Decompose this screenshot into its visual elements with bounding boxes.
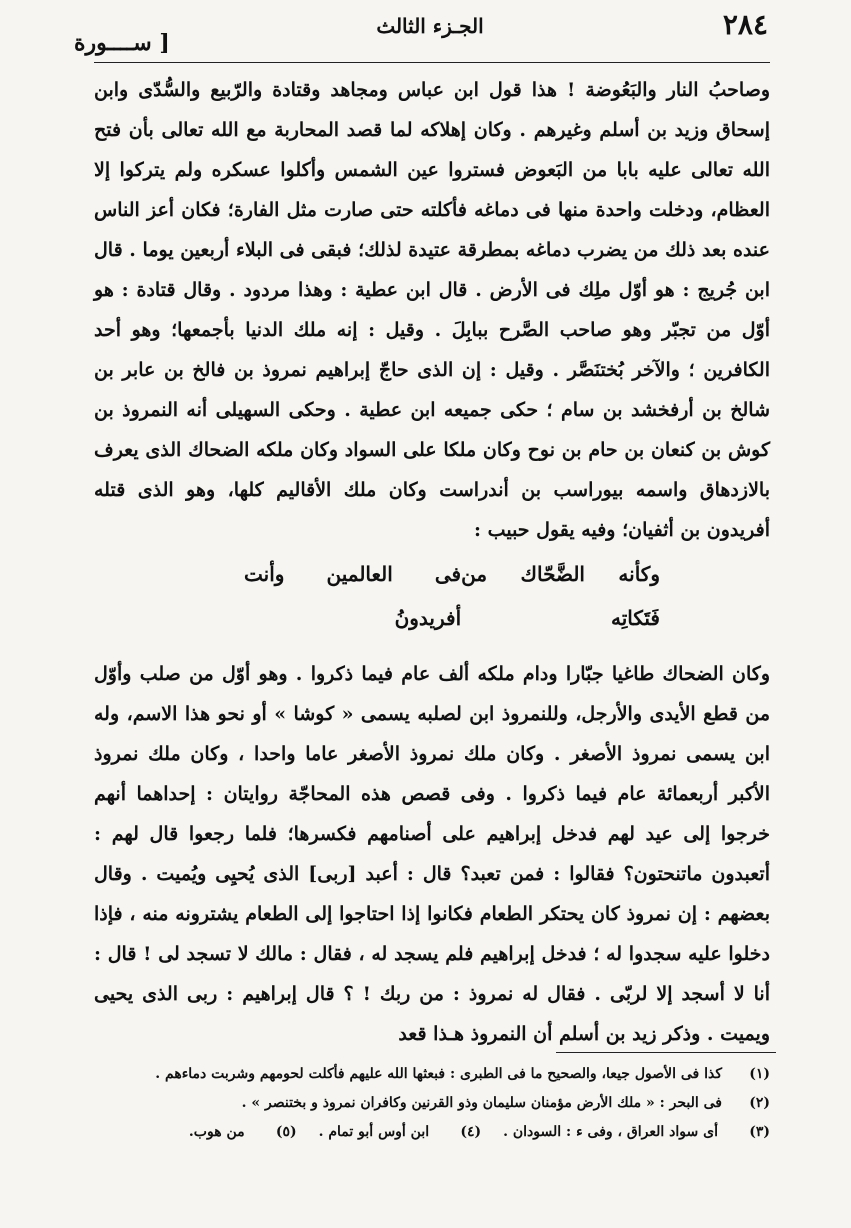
footnote-number: (٥) xyxy=(275,1124,297,1140)
footnotes xyxy=(110,1060,770,1147)
footnote-text: أى سواد العراق ، وفى ء : السودان . xyxy=(503,1124,718,1140)
surah-label: [ ســــورة xyxy=(74,30,170,56)
footnote-text: فى البحر : « ملك الأرض مؤمنان سليمان وذو القرنين وكافران نمروذ و بختنصر » . xyxy=(241,1095,722,1111)
verse-first-hemistich: وكأنه الضَّحّاك من فَتَكاتِه xyxy=(461,562,660,630)
header-rule xyxy=(94,62,770,63)
footnote-rule xyxy=(556,1052,776,1053)
verse-second-hemistich: فى العالمين وأنت أفريدونُ xyxy=(244,562,462,630)
footnote-3 xyxy=(110,1118,770,1147)
footnote-text: ابن أوس أبو تمام . xyxy=(318,1124,430,1140)
footnote-number: (١) xyxy=(749,1066,770,1082)
poetry-verse xyxy=(94,552,770,640)
footnote-1 xyxy=(110,1060,770,1089)
footnote-2 xyxy=(110,1089,770,1118)
running-title: الجـزء الثالث xyxy=(376,14,484,38)
paragraph-1: وصاحبُ النار والبَعُوضة ! هذا قول ابن عباس ومجاهد وقتادة والرّبيع والسُّدّى وابن إسحاق وزيد بن أسلم وغيرهم . وكان إهلاكه لما قصد المحاربة مع الله تعالى بأن فتح الله تعالى عليه بابا من البَعوض فستروا عين الشمس وأكلوا عسكره ولم يتركوا إلا العظام، ودخلت واحدة منها فى دماغه فأكلته حتى صارت مثل الفارة؛ فكان أعز الناس عنده بعد ذلك من يضرب دماغه بمطرقة عتيدة لذلك؛ فبقى فى البلاء أربعين يوما . قال ابن جُريج : هو أوّل ملِك فى الأرض . قال ابن عطية : وهذا مردود . وقال قتادة : هو أوّل من تجبّر وهو صاحب الصَّرح ببابِلَ . وقيل : إنه ملك الدنيا بأجمعها؛ وهو أحد الكافرين ؛ والآخر بُختنَصَّر . وقيل : إن الذى حاجّ إبراهيم نمروذ بن فالخ بن عابر بن شالخ بن أرفخشد بن سام ؛ حكى جميعه ابن عطية . وحكى السهيلى أنه النمروذ بن كوش بن كنعان بن حام بن نوح وكان ملكا على السواد وكان ملكه الضحاك الذى يعرف بالازدهاق واسمه بيوراسب بن أندراست وكان ملك الأقاليم كلها، وهو الذى قتله أفريدون بن أثفيان؛ وفيه يقول حبيب : xyxy=(94,79,770,541)
page-number: ٢٨٤ xyxy=(722,8,768,41)
footnote-number: (٢) xyxy=(749,1095,770,1111)
footnote-number: (٣) xyxy=(749,1124,770,1140)
paragraph-2: وكان الضحاك طاغيا جبّارا ودام ملكه ألف عام فيما ذكروا . وهو أوّل من صلب وأوّل من قطع الأيدى والأرجل، وللنمروذ ابن لصلبه يسمى « كوشا » أو نحو هذا الاسم، وله ابن يسمى نمروذ الأصغر . وكان ملك نمروذ الأصغر عاما واحدا ، وكان ملك نمروذ الأكبر أربعمائة عام فيما ذكروا . وفى قصص هذه المحاجّة روايتان : إحداهما أنهم خرجوا إلى عيد لهم فدخل إبراهيم على أصنامهم فكسرها؛ فلما رجعوا قال لهم : أتعبدون ماتنحتون؟ فقالوا : فمن تعبد؟ قال : أعبد [ربى] الذى يُحيِى ويُميت . وقال بعضهم : إن نمروذ كان يحتكر الطعام فكانوا إذا احتاجوا إلى الطعام يشترونه منه ، فإذا دخلوا عليه سجدوا له ؛ فدخل إبراهيم فلم يسجد له ، فقال : مالك لا تسجد لى ! قال : أنا لا أسجد إلا لربّى . فقال له نمروذ : من ربك ! ؟ قال إبراهيم : ربى الذى يحيى ويميت . وذكر زيد بن أسلم أن النمروذ هـذا قعد xyxy=(94,663,770,1045)
footnote-number: (٤) xyxy=(460,1124,482,1140)
page-header xyxy=(74,8,768,56)
footnote-text: كذا فى الأصول جيعا، والصحيح ما فى الطبرى : فبعثها الله عليهم فأكلت لحومهم وشربت دماءهم . xyxy=(155,1066,722,1082)
footnote-text: من هوب. xyxy=(188,1124,245,1140)
main-text xyxy=(94,70,770,1054)
